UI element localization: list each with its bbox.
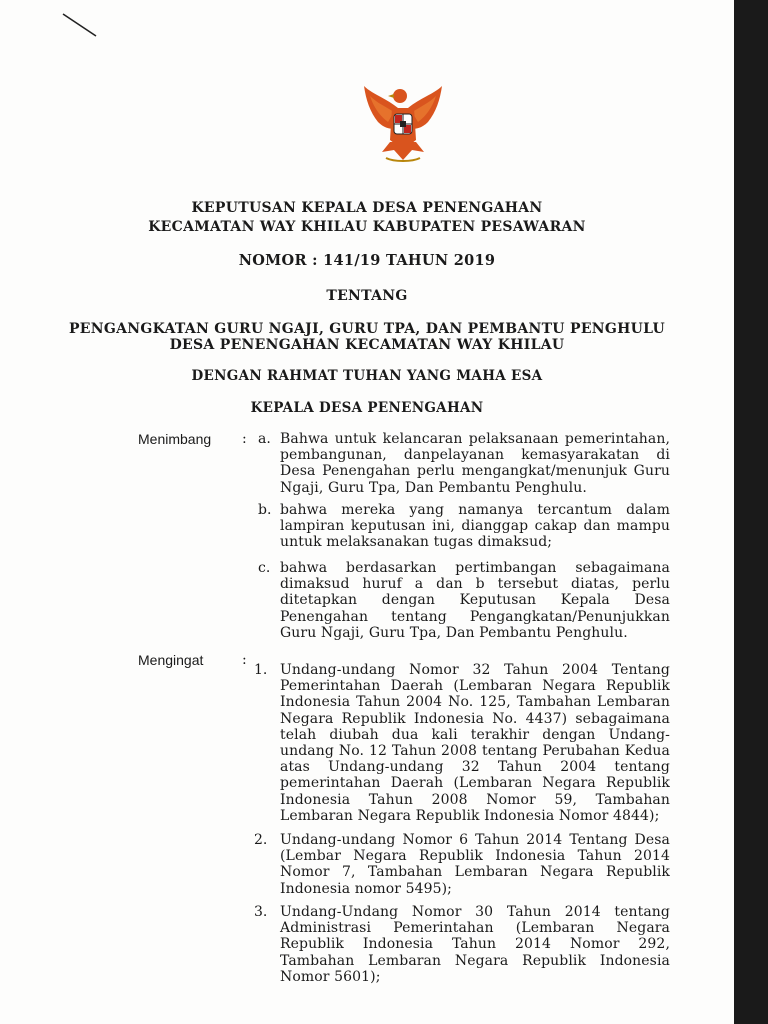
mengingat-item-1: Undang-undang Nomor 32 Tahun 2004 Tentang Pemerintahan Daerah (Lembaran Negara Republik Indonesia Tahun 2004 No. 125, Tambahan Lembaran Negara Republik Indonesia No. 4437) sebagaimana telah diubah dua kali terakhir dengan Undang-undang No. 12 Tahun 2008 tentang Perubahan Kedua atas Undang-undang 32 Tahun 2004 tentang pemerintahan Daerah (Lembaran Negara Republik Indonesia Tahun 2008 Nomor 59, Tambahan Lembaran Negara Republik Indonesia Nomor 4844); — [280, 662, 670, 824]
decree-title-line2: KECAMATAN WAY KHILAU KABUPATEN PESAWARAN — [148, 219, 586, 235]
subject-line1: PENGANGKATAN GURU NGAJI, GURU TPA, DAN PEMBANTU PENGHULU — [68, 321, 666, 337]
decree-title-line1: KEPUTUSAN KEPALA DESA PENENGAHAN — [191, 200, 543, 216]
mengingat-item-3-marker: 3. — [254, 904, 268, 920]
tentang-heading: TENTANG — [326, 288, 408, 304]
pen-stroke-mark — [62, 12, 98, 38]
menimbang-item-b-marker: b. — [258, 502, 272, 518]
menimbang-colon: : — [242, 431, 247, 447]
garuda-emblem-icon — [358, 78, 448, 168]
mengingat-item-2-marker: 2. — [254, 832, 268, 848]
menimbang-item-a: Bahwa untuk kelancaran pelaksanaan pemerintahan, pembangunan, danpelayanan kemasyarakatan di Desa Penengahan perlu mengangkat/menunjuk Guru Ngaji, Guru Tpa, Dan Pembantu Penghulu. — [280, 431, 670, 496]
rahmat-line: DENGAN RAHMAT TUHAN YANG MAHA ESA — [191, 368, 543, 384]
scan-border — [734, 0, 768, 1024]
decree-number: NOMOR : 141/19 TAHUN 2019 — [238, 252, 496, 269]
mengingat-item-3: Undang-Undang Nomor 30 Tahun 2014 tentang Administrasi Pemerintahan (Lembaran Negara Republik Indonesia Tahun 2014 Nomor 292, Tambahan Lembaran Negara Republik Indonesia Nomor 5601); — [280, 904, 670, 985]
menimbang-label: Menimbang — [138, 431, 212, 447]
subject-line2: DESA PENENGAHAN KECAMATAN WAY KHILAU — [169, 337, 565, 353]
menimbang-item-c-marker: c. — [258, 560, 271, 576]
menimbang-item-b: bahwa mereka yang namanya tercantum dalam lampiran keputusan ini, dianggap cakap dan mampu untuk melaksanakan tugas dimaksud; — [280, 502, 670, 551]
mengingat-colon: : — [242, 652, 247, 668]
mengingat-item-1-marker: 1. — [254, 662, 268, 678]
mengingat-label: Mengingat — [138, 652, 204, 668]
mengingat-item-2: Undang-undang Nomor 6 Tahun 2014 Tentang Desa (Lembar Negara Republik Indonesia Tahun 2014 Nomor 7, Tambahan Lembaran Negara Republik Indonesia nomor 5495); — [280, 832, 670, 897]
menimbang-item-c: bahwa berdasarkan pertimbangan sebagaimana dimaksud huruf a dan b tersebut diatas, perlu ditetapkan dengan Keputusan Kepala Desa Penengahan tentang Pengangkatan/Penunjukkan Guru Ngaji, Guru Tpa, Dan Pembantu Penghulu. — [280, 560, 670, 641]
menimbang-item-a-marker: a. — [258, 431, 271, 447]
authority-line: KEPALA DESA PENENGAHAN — [250, 400, 484, 416]
